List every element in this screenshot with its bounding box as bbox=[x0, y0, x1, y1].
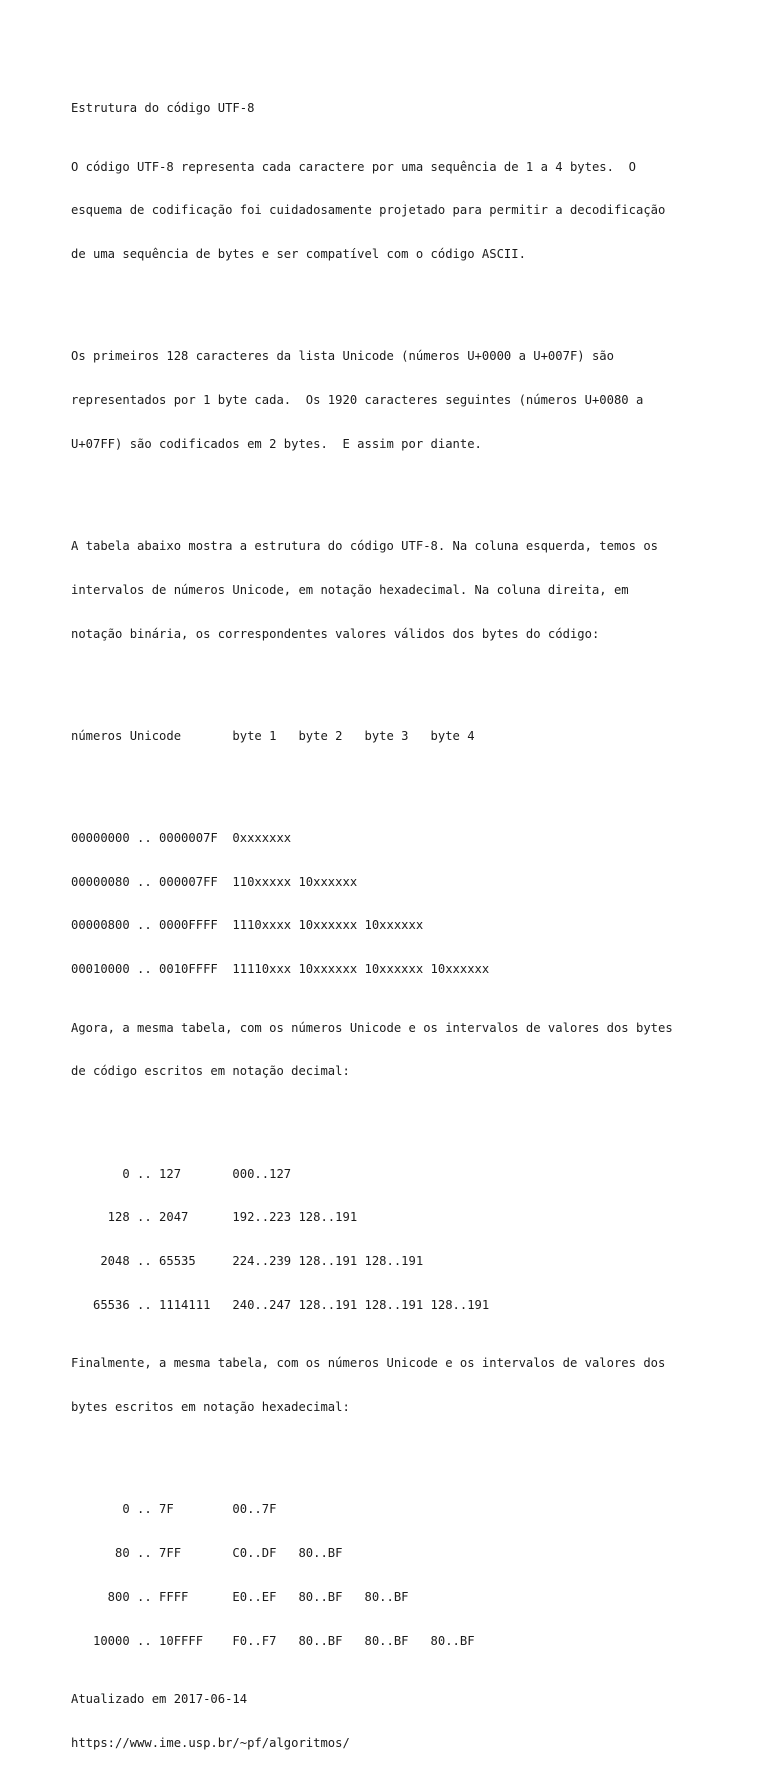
blank-line bbox=[71, 481, 751, 496]
decimal-intro-line: de código escritos em notação decimal: bbox=[71, 1064, 350, 1079]
paragraph-line: Os primeiros 128 caracteres da lista Unicode (números U+0000 a U+007F) são bbox=[71, 349, 614, 364]
binary-table-row: 00000080 .. 000007FF 110xxxxx 10xxxxxx bbox=[71, 874, 358, 889]
decimal-table-row: 0 .. 127 000..127 bbox=[71, 1166, 292, 1181]
blank-line bbox=[71, 773, 751, 788]
source-url: https://www.ime.usp.br/~pf/algoritmos/ bbox=[71, 1735, 350, 1750]
hex-intro-line: bytes escritos em notação hexadecimal: bbox=[71, 1400, 350, 1415]
decimal-table-row: 2048 .. 65535 224..239 128..191 128..191 bbox=[71, 1254, 424, 1269]
paragraph-line: notação binária, os correspondentes valores válidos dos bytes do código: bbox=[71, 626, 600, 641]
intro-line: esquema de codificação foi cuidadosamente projetado para permitir a decodificação bbox=[71, 203, 666, 218]
intro-line: O código UTF-8 representa cada caractere por uma sequência de 1 a 4 bytes. O bbox=[71, 159, 636, 174]
binary-table-row: 00010000 .. 0010FFFF 11110xxx 10xxxxxx 10xxxxxx 10xxxxxx bbox=[71, 962, 490, 977]
hex-table-row: 10000 .. 10FFFF F0..F7 80..BF 80..BF 80..BF bbox=[71, 1633, 475, 1648]
binary-table-row: 00000800 .. 0000FFFF 1110xxxx 10xxxxxx 10xxxxxx bbox=[71, 918, 424, 933]
blank-line bbox=[71, 1444, 751, 1459]
hex-table-row: 0 .. 7F 00..7F bbox=[71, 1502, 277, 1517]
blank-line bbox=[71, 1108, 751, 1123]
intro-line: de uma sequência de bytes e ser compatível com o código ASCII. bbox=[71, 247, 526, 262]
binary-table-row: 00000000 .. 0000007F 0xxxxxxx bbox=[71, 830, 292, 845]
table-header: números Unicode byte 1 byte 2 byte 3 byte 4 bbox=[71, 728, 475, 743]
blank-line bbox=[71, 291, 751, 306]
paragraph-line: representados por 1 byte cada. Os 1920 caracteres seguintes (números U+0080 a bbox=[71, 393, 644, 408]
decimal-table-row: 65536 .. 1114111 240..247 128..191 128..191 128..191 bbox=[71, 1297, 490, 1312]
hex-intro-line: Finalmente, a mesma tabela, com os números Unicode e os intervalos de valores dos bbox=[71, 1356, 666, 1371]
paragraph-line: intervalos de números Unicode, em notação hexadecimal. Na coluna direita, em bbox=[71, 582, 629, 597]
paragraph-line: U+07FF) são codificados em 2 bytes. E assim por diante. bbox=[71, 436, 482, 451]
hex-table-row: 800 .. FFFF E0..EF 80..BF 80..BF bbox=[71, 1589, 409, 1604]
document-body bbox=[71, 72, 751, 1765]
blank-line bbox=[71, 670, 751, 685]
hex-table-row: 80 .. 7FF C0..DF 80..BF bbox=[71, 1545, 343, 1560]
document-title: Estrutura do código UTF-8 bbox=[71, 101, 255, 116]
decimal-table-row: 128 .. 2047 192..223 128..191 bbox=[71, 1210, 358, 1225]
updated-date: Atualizado em 2017-06-14 bbox=[71, 1691, 248, 1706]
paragraph-line: A tabela abaixo mostra a estrutura do código UTF-8. Na coluna esquerda, temos os bbox=[71, 539, 658, 553]
decimal-intro-line: Agora, a mesma tabela, com os números Unicode e os intervalos de valores dos bytes bbox=[71, 1020, 673, 1035]
